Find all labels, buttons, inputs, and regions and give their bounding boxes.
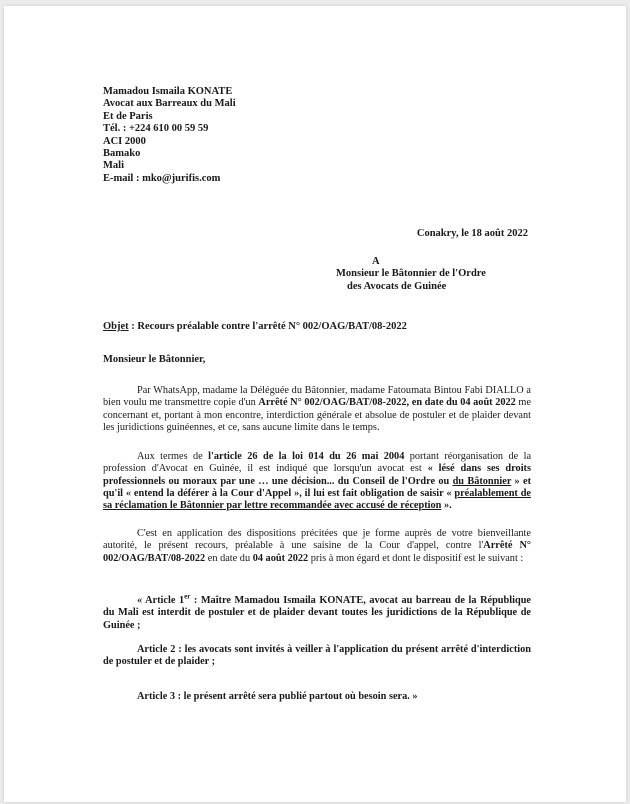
p3-text-2: en date du (205, 552, 253, 564)
p3-text-1: C'est en application des dispositions précitées que je forme auprès de votre bienveillante autorité, le présent recours, préalable à une saisine de la Cour d'appel, contre l' (103, 528, 531, 552)
quote-article-2: Article 2 : les avocats sont invités à veiller à l'application du présent arrêté d'interdiction de postuler et de plaider ; (103, 644, 531, 668)
quote-article-3: Article 3 : le présent arrêté sera publié partout où besoin sera. » (137, 691, 418, 702)
p2-bold-underline-1: du Bâtonnier (452, 475, 512, 487)
salutation: Monsieur le Bâtonnier, (103, 354, 206, 365)
sender-name: Mamadou Ismaila KONATE (103, 86, 233, 97)
paragraph-3 (103, 528, 531, 565)
sender-title-2: Et de Paris (103, 110, 153, 122)
p3-bold-2: 04 août 2022 (252, 552, 309, 564)
p2-bold-1: l'article 26 de la loi 014 du 26 mai 2004 (208, 451, 405, 462)
paragraph-2 (103, 451, 531, 512)
recipient-a: A (372, 256, 380, 267)
p2-bold-3: » et qu'il « entend la déférer à la Cour d'Appel », il lui est fait obligation de saisir « (103, 475, 531, 499)
recipient-line-2: des Avocats de Guinée (347, 280, 447, 292)
subject-label: Objet (103, 321, 129, 332)
letter-page (4, 6, 626, 802)
sender-email: E-mail : mko@jurifis.com (103, 172, 221, 184)
article-1-superscript: er (184, 592, 191, 601)
subject-line (103, 321, 407, 332)
paragraph-1 (103, 385, 531, 434)
sender-country: Mali (103, 160, 124, 172)
p2-text-1: Aux termes de (137, 451, 209, 462)
recipient-block (336, 256, 486, 293)
p2-bold-underline-2: préalablement de sa réclamation le Bâtonnier par lettre recommandée avec accusé de réception (103, 487, 532, 512)
quote-article-1 (103, 592, 531, 632)
article-1-text: : Maître Mamadou Ismaila KONATE, avocat au barreau de la République du Mali est interdit de postuler et de plaider devant toutes les juridictions de la République de Guinée ; (103, 595, 531, 631)
article-1-prefix: « Article 1 (137, 595, 185, 606)
recipient-line-1: Monsieur le Bâtonnier de l'Ordre (336, 268, 486, 280)
p1-text-2: me concernant et, portant à mon encontre, interdiction générale et absolue de postuler et de plaider devant les juridictions guinéennes, et ce, sans aucune limite dans le temps. (103, 397, 532, 433)
sender-city: Bamako (103, 148, 141, 160)
subject-text: : Recours préalable contre l'arrêté N° 002/OAG/BAT/08-2022 (128, 321, 407, 332)
p3-bold-1: Arrêté N° 002/OAG/BAT/08-2022 (103, 540, 531, 564)
p1-bold-1: Arrêté N° 002/OAG/BAT/08-2022, en date du 04 août 2022 (258, 397, 516, 409)
sender-address-1: ACI 2000 (103, 135, 146, 147)
sender-phone: Tél. : +224 610 00 59 59 (103, 123, 209, 135)
letter-date: Conakry, le 18 août 2022 (416, 228, 528, 239)
p1-text-1: Par WhatsApp, madame la Déléguée du Bâtonnier, madame Fatoumata Bintou Fabi DIALLO a bien voulu me transmettre copie d'un (103, 385, 531, 409)
p3-text-3: pris à mon égard et dont le dispositif est le suivant : (308, 552, 524, 564)
sender-title: Avocat aux Barreaux du Mali (103, 98, 236, 110)
p2-text-2: portant réorganisation de la profession d'Avocat en Guinée, il est indiqué que lorsqu'un avocat est (103, 451, 532, 475)
p2-bold-2: « lésé dans ses droits professionnels ou moraux par une … une décision... du Conseil de l'Ordre ou (103, 463, 531, 487)
p2-bold-4: ». (441, 500, 452, 512)
sender-block (103, 86, 236, 185)
